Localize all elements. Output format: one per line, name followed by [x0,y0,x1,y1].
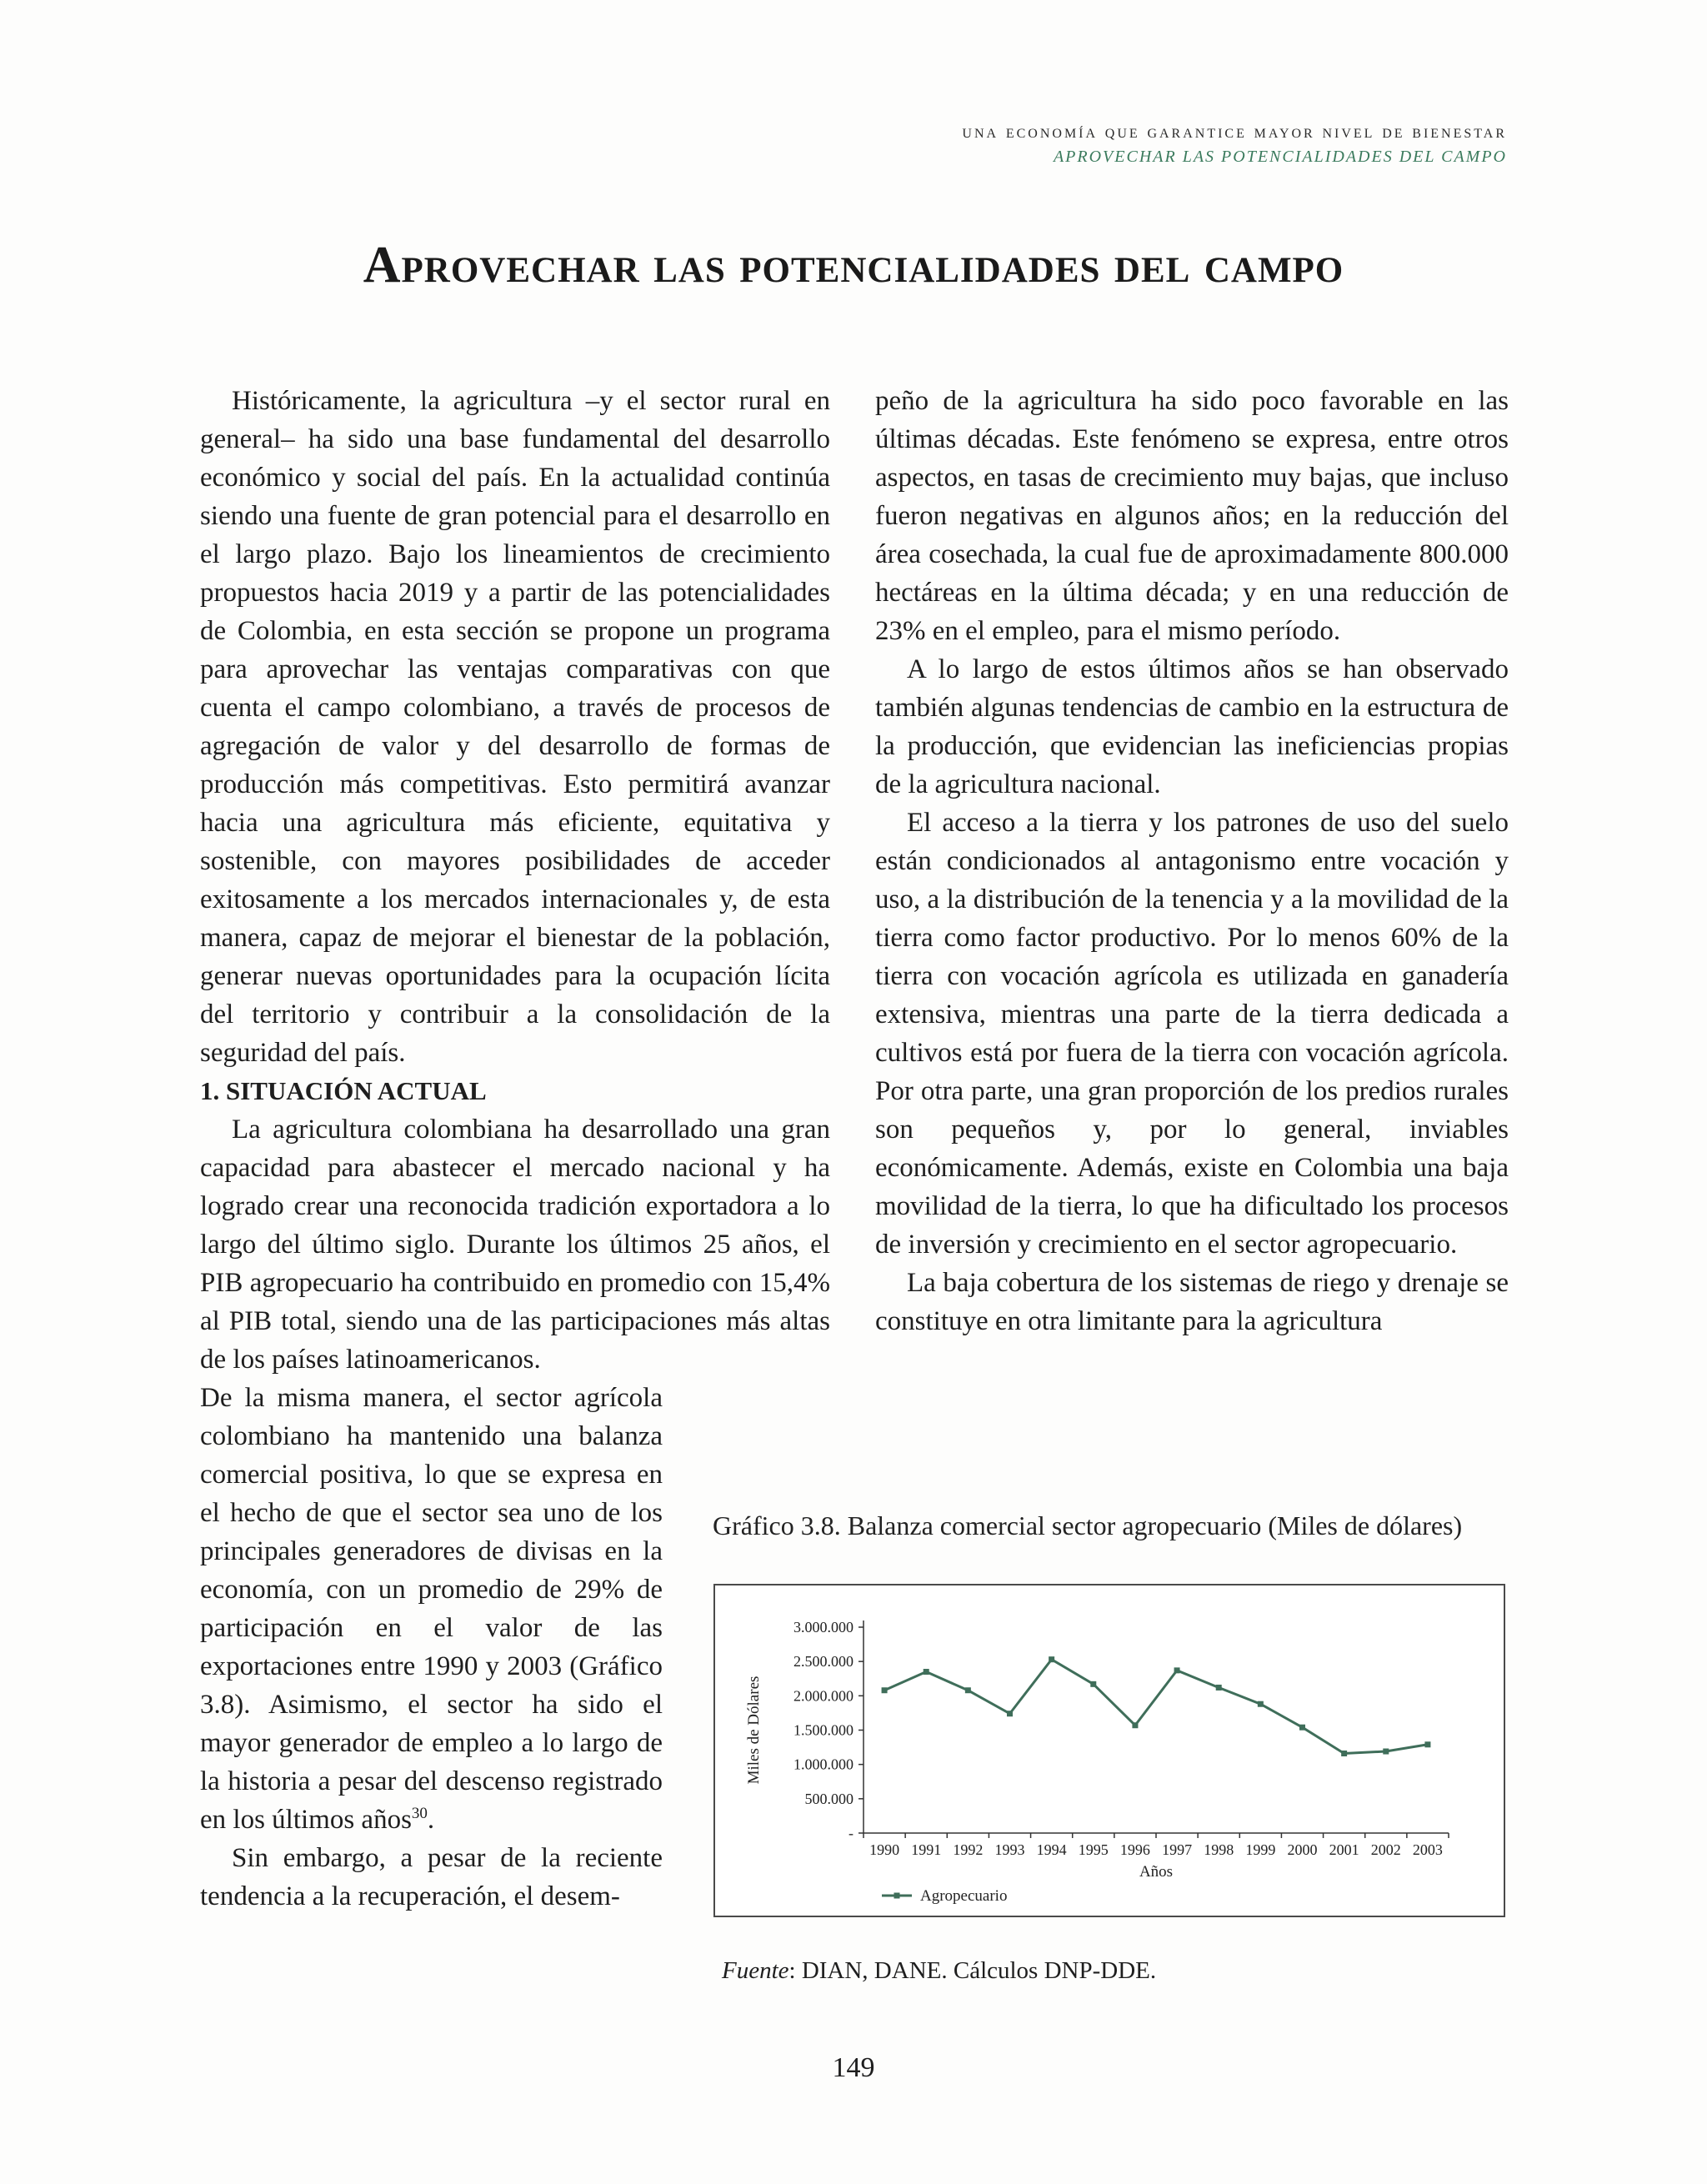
y-tick-label: 3.000.000 [793,1619,854,1635]
data-point [1216,1685,1222,1691]
legend-marker [894,1893,900,1899]
data-point [965,1687,971,1693]
data-point [1132,1722,1138,1728]
page-number: 149 [832,2052,875,2083]
y-tick-label: 1.500.000 [793,1721,854,1739]
running-header-section: APROVECHAR LAS POTENCIALIDADES DEL CAMPO [1053,148,1507,166]
chart-svg [715,1585,1504,1916]
x-tick-label: 1999 [1245,1841,1276,1858]
section-heading: 1. SITUACIÓN ACTUAL [200,1076,487,1105]
paragraph: Sin embargo, a pesar de la reciente tendencia a la recuperación, el desem- [200,1843,663,1911]
x-tick-label: 1994 [1036,1841,1067,1858]
data-point [1258,1701,1264,1707]
x-tick-label: 1997 [1162,1841,1193,1858]
paragraph [200,1379,663,1839]
running-header-chapter: una economía que garantice mayor nivel de bienestar [962,121,1507,142]
y-tick-label: 500.000 [804,1790,854,1807]
data-point [1383,1749,1389,1755]
data-point [1049,1656,1054,1662]
y-axis-title: Miles de Dólares [745,1676,763,1785]
x-tick-label: 1990 [869,1841,900,1858]
chart-caption: Gráfico 3.8. Balanza comercial sector agropecuario (Miles de dólares) [713,1510,1463,1540]
series-line [884,1660,1428,1754]
data-point [882,1687,888,1693]
paragraph-text: De la misma manera, el sector agrícola colombiano ha mantenido una balanza comercial positiva, lo que se expresa en el hecho de que el sector sea uno de los principales generadores de divisas en la economía, con un promedio de 29% de participación en el valor de las exportaciones entre 1990 y 2003 (Gráfico 3.8). Asimismo, el sector ha sido el mayor generador de empleo a lo largo de la historia a pesar del descenso registrado en los últimos años [200,1383,663,1835]
paragraph: peño de la agricultura ha sido poco favorable en las últimas décadas. Este fenómeno se expresa, entre otros aspectos, en tasas de crecimiento muy bajas, que incluso fueron negativas en algunos años; en la reducción del área cosechada, la cual fue de aproximadamente 800.000 hectáreas en la última década; y en una reducción de 23% en el empleo, para el mismo período. [875,386,1509,646]
y-tick-label: 2.500.000 [793,1653,854,1671]
data-point [1424,1741,1430,1747]
x-tick-label: 2002 [1370,1841,1401,1858]
x-tick-label: 1991 [911,1841,942,1858]
running-header [962,121,1507,167]
source-label: Fuente [722,1957,789,1984]
y-tick-label: 2.000.000 [793,1687,854,1705]
paragraph: La agricultura colombiana ha desarrollado una gran capacidad para abastecer el mercado nacional y ha logrado crear una reconocida tradición exportadora a lo largo del último siglo. Durante los últimos 25 años, el PIB agropecuario ha contribuido en promedio con 15,4% al PIB total, siendo una de las participaciones más altas de los países latinoamericanos. [200,1115,830,1375]
paragraph-end: . [427,1805,435,1835]
paragraph: El acceso a la tierra y los patrones de uso del suelo están condicionados al antagonismo entre vocación y uso, a la distribución de la tenencia y a la movilidad de la tierra como factor productivo. Por lo menos 60% de la tierra con vocación agrícola es utilizada en ganadería extensiva, mientras una parte de la tierra dedicada a cultivos está por fuera de la tierra con vocación agrícola. Por otra parte, una gran proporción de los predios rurales son pequeños y, por lo general, inviables económicamente. Además, existe en Colombia una baja movilidad de la tierra, lo que ha dificultado los procesos de inversión y crecimiento en el sector agropecuario. [875,808,1509,1260]
legend-label: Agropecuario [920,1887,1008,1905]
paragraph: Históricamente, la agricultura –y el sector rural en general– ha sido una base fundamental del desarrollo económico y social del país. En la actualidad continúa siendo una fuente de gran potencial para el desarrollo en el largo plazo. Bajo los lineamientos de crecimiento propuestos hacia 2019 y a partir de las potencialidades de Colombia, en esta sección se propone un programa para aprovechar las ventajas comparativas con que cuenta el campo colombiano, a través de procesos de agregación de valor y del desarrollo de formas de producción más competitivas. Esto permitirá avanzar hacia una agricultura más eficiente, equitativa y sostenible, con mayores posibilidades de acceder exitosamente a los mercados internacionales y, de esta manera, capaz de mejorar el bienestar de la población, generar nuevas oportunidades para la ocupación lícita del territorio y contribuir a la consolidación de la seguridad del país. [200,386,830,1068]
data-point [1007,1711,1013,1716]
source-text: : DIAN, DANE. Cálculos DNP-DDE. [788,1957,1157,1984]
data-point [1090,1681,1096,1687]
source-note [722,1957,1156,1985]
paragraph: A lo largo de estos últimos años se han observado también algunas tendencias de cambio en la estructura de la producción, que evidencian las ineficiencias propias de la agricultura nacional. [875,654,1509,799]
line-chart [713,1584,1505,1917]
x-tick-label: 1996 [1119,1841,1150,1858]
x-tick-label: 1993 [994,1841,1025,1858]
page-title: Aprovechar las potencialidades del campo [363,237,1344,293]
x-tick-label: 1998 [1204,1841,1234,1858]
x-tick-label: 2003 [1412,1841,1443,1858]
x-tick-label: 2001 [1329,1841,1359,1858]
y-tick-label: 1.000.000 [793,1756,854,1773]
paragraph: La baja cobertura de los sistemas de riego y drenaje se constituye en otra limitante para la agricultura [875,1268,1509,1336]
data-point [1299,1725,1305,1731]
footnote-reference: 30 [411,1805,428,1822]
data-point [1341,1751,1347,1756]
right-column [875,382,1509,1340]
data-point [924,1669,929,1675]
x-tick-label: 1992 [953,1841,984,1858]
x-tick-label: 1995 [1078,1841,1109,1858]
narrow-text-block [200,1379,663,1916]
x-axis-title: Años [1139,1863,1174,1881]
y-tick-label: - [848,1825,854,1841]
x-tick-label: 2000 [1287,1841,1318,1858]
data-point [1174,1667,1180,1673]
